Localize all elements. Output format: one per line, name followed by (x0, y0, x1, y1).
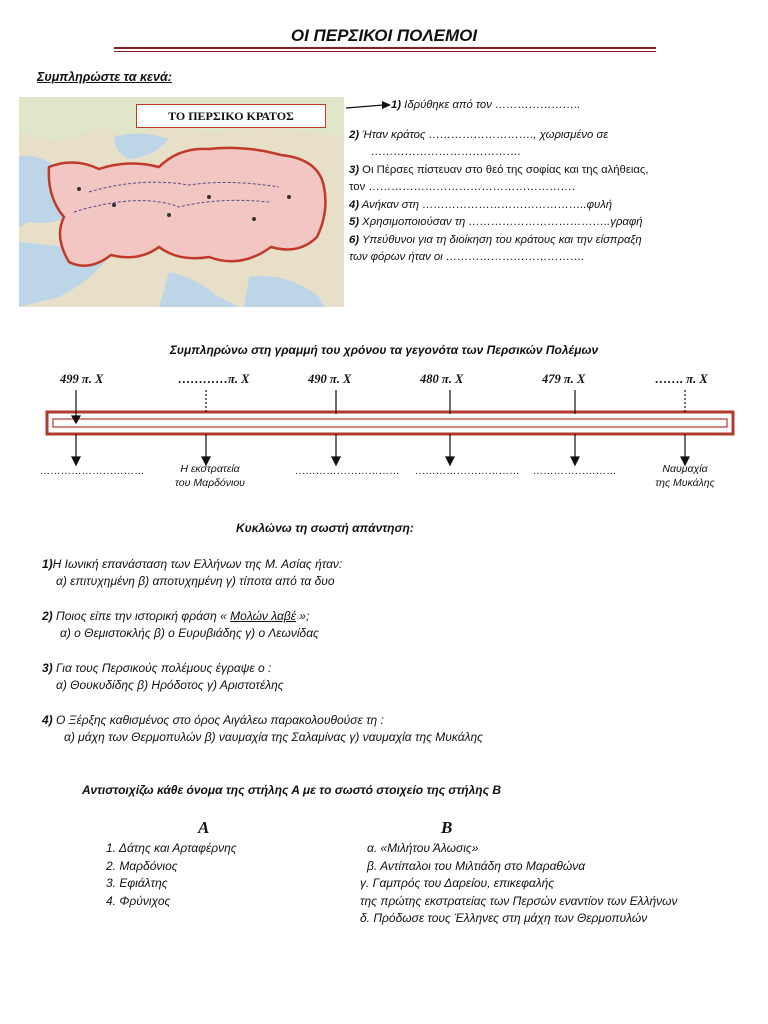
column-b-item: α. «Μιλήτου Άλωσις» (367, 841, 479, 855)
timeline-top-label: 490 π. Χ (308, 372, 352, 386)
timeline-bottom-label: ………………………… (40, 465, 145, 477)
mc-options-3: α) Θουκυδίδης β) Ηρόδοτος γ) Αριστοτέλης (56, 678, 284, 692)
mc-heading: Κυκλώνω τη σωστή απάντηση: (236, 521, 414, 535)
matching-heading: Αντιστοιχίζω κάθε όνομα της στήλης Α με το σωστό στοιχείο της στήλης Β (82, 783, 501, 797)
persian-empire-map (19, 97, 344, 307)
mc-options-1: α) επιτυχημένη β) αποτυχημένη γ) τίποτα από τα δυο (56, 574, 335, 588)
column-b-item: γ. Γαμπρός του Δαρείου, επικεφαλής (360, 876, 555, 890)
mc-options-4: α) μάχη των Θερμοπυλών β) ναυμαχία της Σαλαμίνας γ) ναυμαχία της Μυκάλης (64, 730, 483, 744)
fill-item-5: 5) Χρησιμοποιούσαν τη ………………………………..γραφή (349, 216, 643, 228)
timeline-top-label: ……. π. Χ (655, 372, 708, 386)
column-a-item: 3. Εφιάλτης (106, 876, 168, 890)
timeline-heading: Συμπληρώνω στη γραμμή του χρόνου τα γεγονότα των Περσικών Πολέμων (169, 343, 599, 357)
fill-item-2-cont: …………………………………. (371, 146, 521, 158)
mc-options-2: α) ο Θεμιστοκλής β) ο Ευρυβιάδης γ) ο Λεωνίδας (60, 626, 319, 640)
column-b-item: β. Αντίπαλοι του Μιλτιάδη στο Μαραθώνα (367, 858, 586, 873)
mc-question-2: 2) Ποιος είπε την ιστορική φράση « Μολών λαβέ »; (42, 609, 310, 623)
title-divider-thin (114, 51, 656, 52)
timeline-bar (40, 388, 740, 468)
timeline-bottom-label: ………………………… (415, 465, 520, 477)
column-b-heading: Β (441, 818, 453, 837)
page-title: ΟΙ ΠΕΡΣΙΚΟΙ ΠΟΛΕΜΟΙ (290, 26, 478, 45)
fill-item-4: 4) Ανήκαν στη ……………………………………..φυλή (349, 198, 613, 211)
column-b-item: της πρώτης εκστρατείας των Περσών εναντίον των Ελλήνων (360, 893, 678, 908)
mc-question-1: 1)Η Ιωνική επανάσταση των Ελλήνων της Μ. Ασίας ήταν: (42, 557, 343, 571)
fill-item-6: 6) Υπεύθυνοι για τη διοίκηση του κράτους και την είσπραξη (349, 233, 642, 246)
fill-item-6-cont: των φόρων ήταν οι ………………………………. (349, 251, 585, 263)
column-a-item: 1. Δάτης και Αρταφέρνης (106, 841, 237, 855)
column-a-item: 2. Μαρδόνιος (106, 858, 178, 873)
fill-item-3-cont: τον ………………………………………………. (349, 181, 575, 193)
title-divider (114, 47, 656, 49)
column-a-item: 4. Φρύνιχος (106, 893, 171, 908)
timeline-bottom-label: Η εκστρατεία του Μαρδόνιου (175, 463, 245, 489)
fill-item-3: 3) Οι Πέρσες πίστευαν στο θεό της σοφίας και της αλήθειας, (349, 163, 649, 176)
timeline-top-label: 479 π. Χ (542, 372, 586, 386)
mc-question-4: 4) Ο Ξέρξης καθισμένος στο όρος Αιγάλεω παρακολουθούσε τη : (42, 713, 384, 727)
timeline-top-label: …………π. Χ (178, 372, 250, 386)
column-a-heading: Α (198, 818, 210, 837)
fill-section-heading: Συμπληρώστε τα κενά: (37, 70, 172, 84)
timeline-top-label: 480 π. Χ (420, 372, 464, 386)
timeline-bottom-label: …………………… (533, 465, 617, 477)
column-b-item: δ. Πρόδωσε τους Έλληνες στη μάχη των Θερμοπυλών (360, 911, 648, 925)
fill-item-1: 1) Ιδρύθηκε από τον ………………….. (391, 99, 581, 111)
timeline-bottom-label: Ναυμαχία της Μυκάλης (655, 463, 715, 489)
mc-question-3: 3) Για τους Περσικούς πολέμους έγραψε ο : (42, 661, 272, 675)
map-label: ΤΟ ΠΕΡΣΙΚΟ ΚΡΑΤΟΣ (136, 104, 326, 128)
fill-item-2: 2) Ήταν κράτος ………………………., χωρισμένο σε (349, 128, 609, 141)
timeline-bottom-label: ………………………… (295, 465, 400, 477)
timeline-top-label: 499 π. Χ (60, 372, 104, 386)
